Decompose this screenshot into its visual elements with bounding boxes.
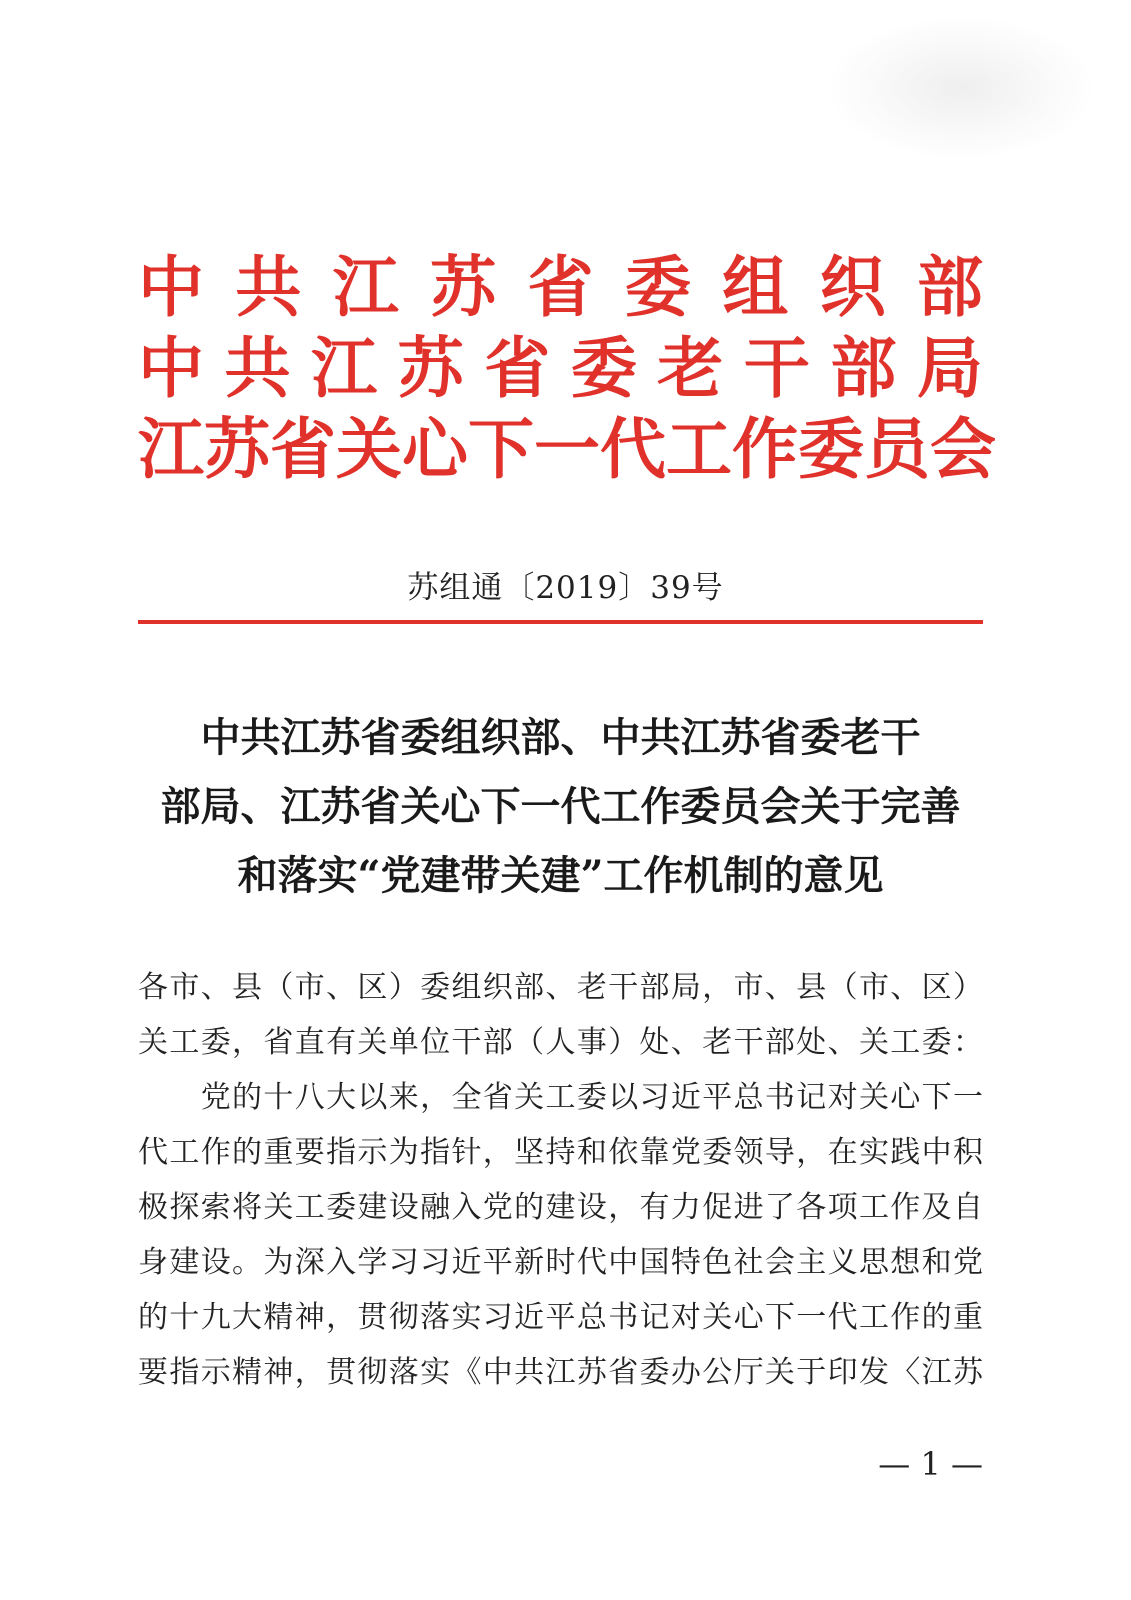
issuer-character: 代	[600, 410, 666, 488]
body-line: 的十九大精神，贯彻落实习近平总书记对关心下一代工作的重	[138, 1300, 983, 1335]
issuer-character: 江	[138, 410, 204, 488]
issuer-line	[138, 328, 983, 408]
issuer-character: 作	[732, 410, 798, 488]
body-line: 身建设。为深入学习习近平新时代中国特色社会主义思想和党	[138, 1245, 983, 1280]
issuer-character: 委	[624, 248, 691, 326]
issuer-character: 省	[527, 248, 594, 326]
issuer-character: 老	[657, 329, 724, 407]
issuer-character: 省	[484, 329, 551, 407]
issuer-character: 委	[798, 410, 864, 488]
red-separator-rule	[138, 620, 983, 624]
body-line: 极探索将关工委建设融入党的建设，有力促进了各项工作及自	[138, 1190, 983, 1225]
issuer-character: 委	[570, 329, 637, 407]
title-line: 和落实“党建带关建”工作机制的意见	[237, 852, 884, 899]
issuer-character: 部	[830, 329, 897, 407]
issuer-character: 心	[402, 410, 468, 488]
issuer-character: 苏	[430, 248, 497, 326]
issuer-character: 苏	[204, 410, 270, 488]
page-number: — 1 —	[878, 1445, 983, 1483]
issuer-character: 局	[916, 329, 983, 407]
issuer-character: 干	[743, 329, 810, 407]
issuer-character: 中	[138, 329, 204, 407]
issuer-character: 一	[534, 410, 600, 488]
scan-smudge	[831, 18, 1091, 158]
issuer-character: 江	[332, 248, 399, 326]
issuer-character: 会	[930, 410, 996, 488]
issuer-character: 苏	[397, 329, 464, 407]
issuer-line	[138, 409, 996, 489]
body-line: 关工委，省直有关单位干部（人事）处、老干部处、关工委：	[138, 1025, 983, 1060]
issuer-character: 员	[864, 410, 930, 488]
body-line: 各市、县（市、区）委组织部、老干部局，市、县（市、区）	[138, 970, 983, 1005]
body-line: 党的十八大以来，全省关工委以习近平总书记对关心下一	[138, 1080, 983, 1115]
document-number: 苏组通〔2019〕39号	[407, 570, 724, 606]
issuer-character: 共	[235, 248, 302, 326]
issuer-character: 组	[722, 248, 789, 326]
title-line: 部局、江苏省关心下一代工作委员会关于完善	[160, 783, 961, 830]
body-line: 代工作的重要指示为指针，坚持和依靠党委领导，在实践中积	[138, 1135, 983, 1170]
issuer-character: 中	[138, 248, 204, 326]
title-line: 中共江苏省委组织部、中共江苏省委老干	[200, 714, 921, 761]
issuer-character: 江	[311, 329, 378, 407]
issuer-character: 共	[224, 329, 291, 407]
issuer-character: 工	[666, 410, 732, 488]
document-body	[138, 960, 983, 1400]
issuer-character: 下	[468, 410, 534, 488]
issuer-character: 省	[270, 410, 336, 488]
document-title	[138, 703, 983, 910]
issuer-character: 织	[819, 248, 886, 326]
issuer-character: 关	[336, 410, 402, 488]
body-line: 要指示精神，贯彻落实《中共江苏省委办公厅关于印发〈江苏	[138, 1355, 983, 1390]
issuer-character: 部	[917, 248, 983, 326]
issuer-line	[138, 247, 983, 327]
